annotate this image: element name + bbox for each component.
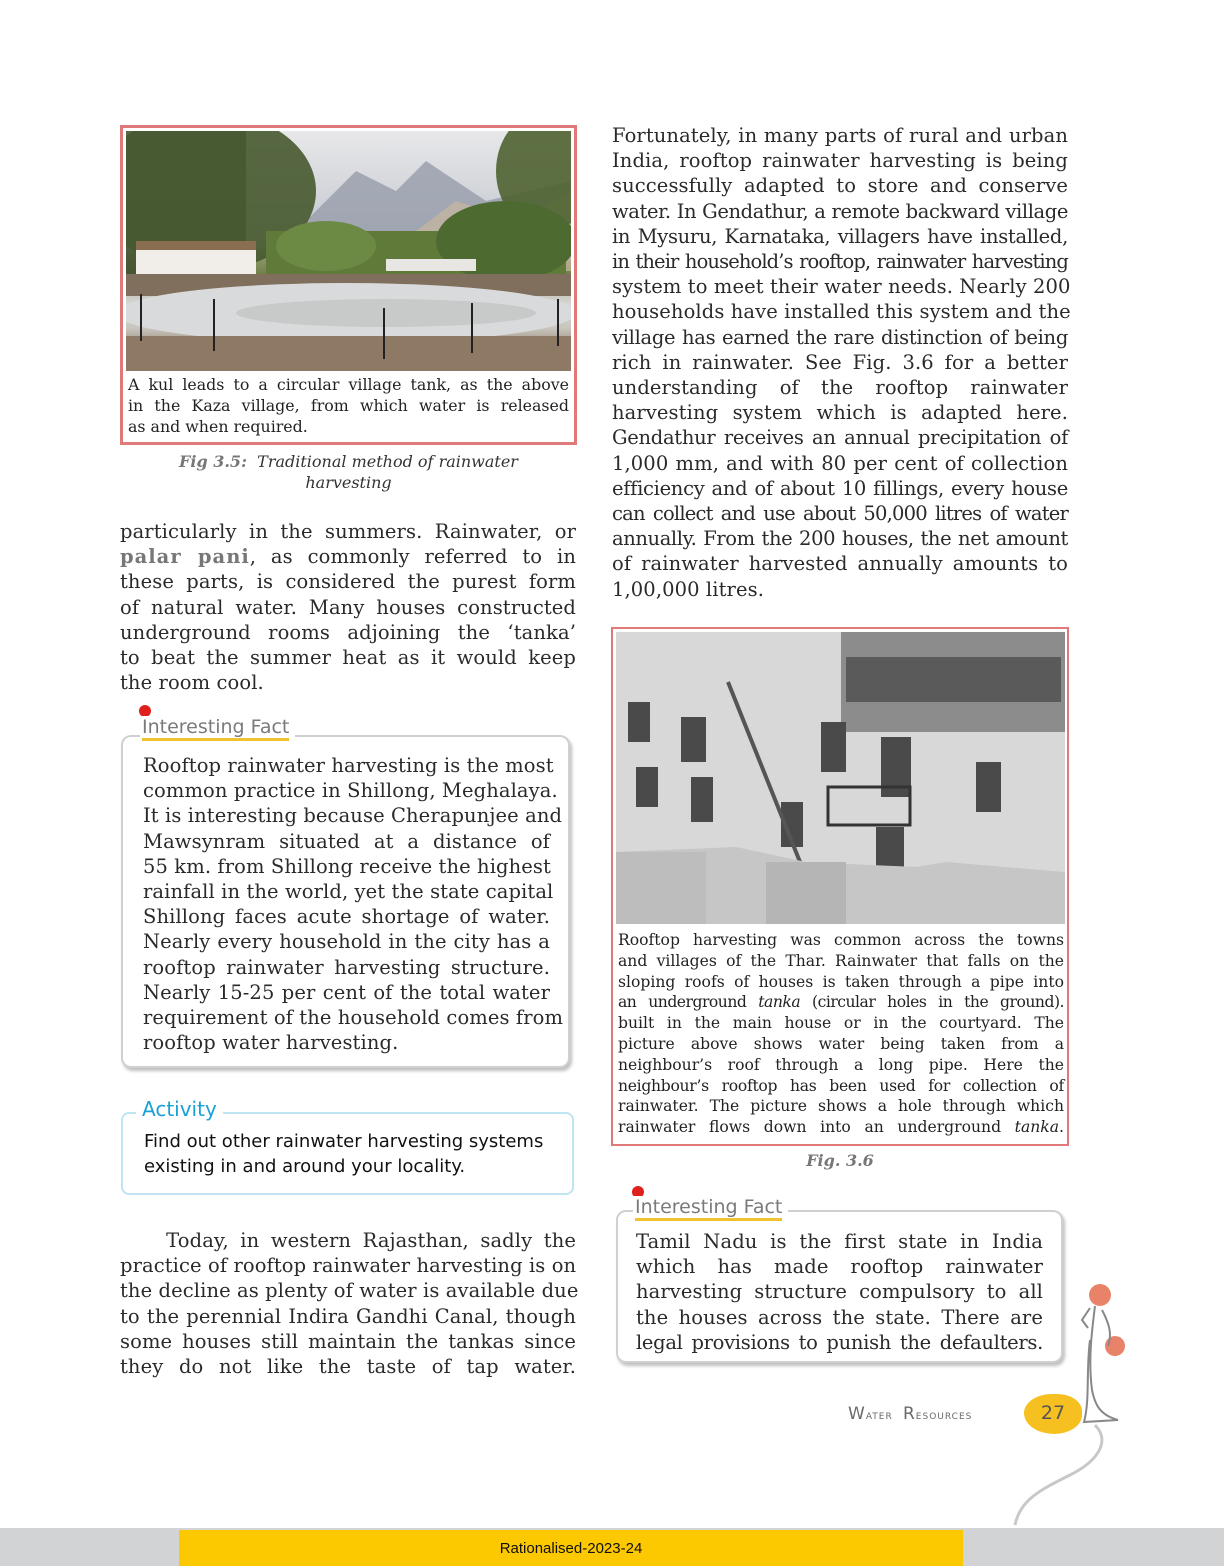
palar-pani-term: palar pani — [120, 545, 250, 569]
text-line: rooftop water harvesting. — [143, 1031, 399, 1055]
right-paragraph-1 — [612, 123, 1071, 602]
text-line: understanding of the rooftop rainwater — [612, 376, 1068, 400]
text-line: Find out other rainwater harvesting systems — [144, 1131, 544, 1152]
text-line: particularly in the summers. Rainwater, or — [120, 520, 576, 543]
text-line: efficiency and of about 10 fillings, every house — [612, 476, 1068, 500]
text-line: system to meet their water needs. Nearly 200 — [612, 275, 1071, 299]
text-line: the decline as plenty of water is available due — [120, 1279, 579, 1303]
text-line: which has made rooftop rainwater — [636, 1255, 1043, 1279]
interesting-fact-text-1 — [143, 753, 564, 1055]
text-line: in their household’s rooftop, rainwater harvesting — [612, 250, 1068, 274]
text-line: India, rooftop rainwater harvesting is being — [612, 149, 1068, 173]
text-fragment: , as commonly referred to in — [249, 545, 576, 569]
caption-line: built in the main house or in the courtyard. The — [618, 1014, 1064, 1033]
caption-line: sloping roofs of houses is taken through a pipe into — [618, 972, 1064, 991]
text-line: legal provisions to punish the defaulters. — [636, 1330, 1043, 1354]
fig35-title-cont: harvesting — [305, 473, 392, 492]
fig35-number: Fig 3.5: — [179, 452, 247, 471]
text-line: in Mysuru, Karnataka, villagers have installed, — [612, 224, 1068, 248]
text-line: requirement of the household comes from — [143, 1006, 564, 1030]
caption-line: picture above shows water being taken from a — [618, 1034, 1064, 1053]
text-line: the houses across the state. There are — [636, 1305, 1043, 1329]
text-line: rich in rainwater. See Fig. 3.6 for a better — [612, 350, 1068, 374]
page-number: 27 — [1040, 1402, 1066, 1424]
activity-text — [144, 1129, 564, 1179]
caption-line: in the Kaza village, from which water is released — [128, 396, 569, 415]
text-fragment: rainwater flows down into an underground — [618, 1118, 1015, 1137]
text-line: Nearly every household in the city has a — [143, 930, 550, 954]
text-line: Fortunately, in many parts of rural and urban — [612, 124, 1068, 147]
fact-title-text: Interesting Fact — [142, 716, 289, 741]
caption-line: A kul leads to a circular village tank, as the above — [128, 375, 569, 394]
text-fragment: esources — [915, 1408, 973, 1423]
thar-houses-illustration — [616, 632, 1065, 924]
text-fragment: . — [1059, 1118, 1064, 1137]
interesting-fact-title-1 — [140, 716, 295, 738]
interesting-fact-title-2 — [633, 1196, 788, 1218]
text-fragment: an underground — [618, 993, 759, 1012]
text-line: successfully adapted to store and conserve — [612, 174, 1068, 198]
caption-line: neighbour’s roof through a long pipe. Here the — [618, 1055, 1064, 1074]
thar-rooftop-harvesting-photo — [616, 632, 1065, 924]
text-line: to the perennial Indira Gandhi Canal, though — [120, 1304, 576, 1328]
figure-3-6 — [611, 627, 1069, 1146]
text-line: Mawsynram situated at a distance of — [143, 829, 550, 853]
fig35-label — [120, 451, 577, 493]
text-line: Shillong faces acute shortage of water. — [143, 905, 550, 929]
text-line: the room cool. — [120, 671, 264, 695]
kaza-village-tank-photo — [126, 131, 571, 371]
fig35-title: Traditional method of rainwater — [257, 452, 518, 471]
text-line: common practice in Shillong, Meghalaya. — [143, 779, 558, 803]
text-line: these parts, is considered the purest form — [120, 570, 576, 594]
text-line: It is interesting because Cherapunjee and — [143, 804, 563, 828]
text-line: of rainwater harvested annually amounts to — [612, 552, 1068, 576]
caption-line: Rooftop harvesting was common across the towns — [618, 931, 1064, 949]
text-line: 1,000 mm, and with 80 per cent of collection — [612, 451, 1068, 475]
text-line: some houses still maintain the tankas since — [120, 1329, 576, 1353]
text-line: of natural water. Many houses constructed — [120, 595, 576, 619]
text-fragment: W — [848, 1404, 866, 1424]
text-line: households have installed this system and the — [612, 300, 1071, 324]
interesting-fact-text-2 — [636, 1229, 1043, 1355]
caption-line — [618, 992, 1064, 1013]
text-line: 55 km. from Shillong receive the highest — [143, 854, 551, 878]
left-paragraph-1 — [120, 519, 576, 695]
left-paragraph-2 — [120, 1228, 579, 1379]
tanka-term: tanka — [758, 993, 801, 1012]
tanka-term: tanka — [1014, 1118, 1060, 1137]
text-line: village has earned the rare distinction of being — [612, 325, 1068, 349]
caption-line — [618, 1117, 1064, 1138]
caption-line: as and when required. — [128, 417, 308, 436]
text-line: they do not like the taste of tap water. — [120, 1355, 576, 1379]
text-line: Nearly 15-25 per cent of the total water — [143, 980, 550, 1004]
text-line: annually. From the 200 houses, the net amount — [612, 527, 1068, 551]
text-line: harvesting structure compulsory to all — [636, 1280, 1043, 1304]
text-fragment: ater — [865, 1408, 893, 1423]
caption-line: and villages of the Thar. Rainwater that falls on the — [618, 951, 1064, 970]
fig36-number: Fig. 3.6 — [806, 1151, 874, 1170]
text-line: Today, in western Rajasthan, sadly the — [120, 1229, 576, 1252]
text-line: practice of rooftop rainwater harvesting is on — [120, 1254, 577, 1278]
activity-title: Activity — [136, 1097, 223, 1121]
fact-title-text: Interesting Fact — [635, 1196, 782, 1221]
text-fragment: (circular holes in the ground). — [800, 993, 1064, 1012]
figure-3-5 — [120, 125, 577, 445]
text-line — [120, 544, 576, 569]
footer-banner-text: Rationalised-2023-24 — [499, 1540, 643, 1557]
fig36-label — [611, 1150, 1069, 1171]
text-line: can collect and use about 50,000 litres of water — [612, 502, 1068, 526]
text-line: water. In Gendathur, a remote backward village — [612, 199, 1068, 223]
caption-line: rainwater. The picture shows a hole through which — [618, 1097, 1064, 1116]
text-line: to beat the summer heat as it would keep — [120, 646, 576, 670]
text-line: 1,00,000 litres. — [612, 577, 765, 601]
fig35-caption — [128, 374, 569, 437]
text-line: harvesting system which is adapted here. — [612, 401, 1068, 425]
text-line: existing in and around your locality. — [144, 1156, 466, 1177]
fig36-caption — [618, 930, 1064, 1138]
text-line: Gendathur receives an annual precipitation of — [612, 426, 1068, 450]
tank-landscape-illustration — [126, 131, 571, 371]
text-line: underground rooms adjoining the ‘tanka’ — [120, 620, 576, 644]
text-line: rainfall in the world, yet the state capital — [143, 880, 554, 904]
text-line: Rooftop rainwater harvesting is the most — [143, 754, 554, 777]
caption-line: neighbour’s rooftop has been used for collection of — [618, 1076, 1064, 1095]
text-line: rooftop rainwater harvesting structure. — [143, 955, 550, 979]
text-line: Tamil Nadu is the first state in India — [636, 1230, 1043, 1253]
running-head — [848, 1404, 972, 1424]
text-fragment: R — [902, 1404, 916, 1424]
